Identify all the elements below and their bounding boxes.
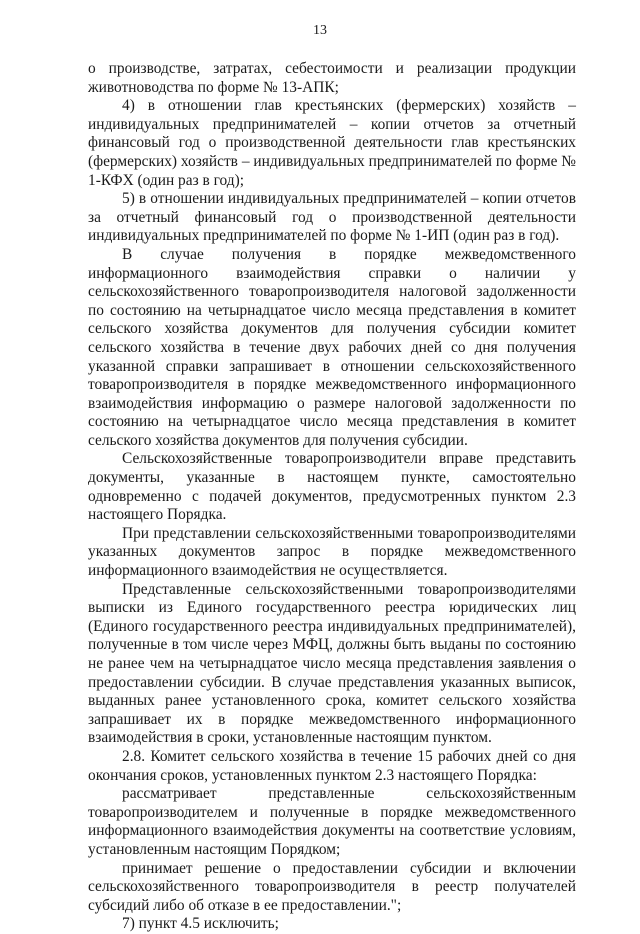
paragraph-3: 5) в отношении индивидуальных предпринимателей – копии отчетов за отчетный финансовый год о производственной деятельности индивидуальных предпринимателей по форме № 1-ИП (один раз в год). bbox=[88, 190, 576, 245]
paragraph-2: 4) в отношении глав крестьянских (фермерских) хозяйств – индивидуальных предпринимателей – копии отчетов за отчетный финансовый год о производственной деятельности глав крестьянских (фермерских) хозяйств – индивидуальных предпринимателей по форме № 1-КФХ (один раз в год); bbox=[88, 97, 576, 189]
paragraph-11: 7) пункт 4.5 исключить; bbox=[122, 915, 279, 933]
document-body bbox=[88, 60, 576, 934]
page-number: 13 bbox=[313, 23, 327, 38]
paragraph-4: В случае получения в порядке межведомственного информационного взаимодействия справки о наличии у сельскохозяйственного товаропроизводителя налоговой задолженности по состоянию на четырнадцатое число месяца представления в комитет сельского хозяйства документов для получения субсидии комитет сельского хозяйства в течение двух рабочих дней со дня получения указанной справки запрашивает в отношении сельскохозяйственного товаропроизводителя в порядке межведомственного информационного взаимодействия информацию о размере налоговой задолженности по состоянию на четырнадцатое число месяца представления в комитет сельского хозяйства документов для получения субсидии. bbox=[88, 245, 576, 449]
paragraph-10: принимает решение о предоставлении субсидии и включении сельскохозяйственного товаропроизводителя в реестр получателей субсидий либо об отказе в ее предоставлении."; bbox=[88, 859, 576, 914]
paragraph-8: 2.8. Комитет сельского хозяйства в течение 15 рабочих дней со дня окончания сроков, установленных пунктом 2.3 настоящего Порядка: bbox=[88, 747, 576, 784]
paragraph-1: о производстве, затратах, себестоимости и реализации продукции животноводства по форме № 13-АПК; bbox=[88, 60, 576, 96]
paragraph-6: При представлении сельскохозяйственными товаропроизводителями указанных документов запрос в порядке межведомственного информационного взаимодействия не осуществляется. bbox=[88, 524, 576, 580]
paragraph-5: Сельскохозяйственные товаропроизводители вправе представить документы, указанные в настоящем пункте, самостоятельно одновременно с подачей документов, предусмотренных пунктом 2.3 настоящего Порядка. bbox=[88, 450, 576, 524]
paragraph-9: рассматривает представленные сельскохозяйственным товаропроизводителем и полученные в порядке межведомственного информационного взаимодействия документы на соответствие условиям, установленным настоящим Порядком; bbox=[88, 785, 576, 858]
paragraph-7: Представленные сельскохозяйственными товаропроизводителями выписки из Единого государственного реестра юридических лиц (Единого государственного реестра индивидуальных предпринимателей), полученные в том числе через МФЦ, должны быть выданы по состоянию не ранее чем на четырнадцатое число месяца представления заявления о предоставлении субсидии. В случае представления указанных выписок, выданных ранее установленного срока, комитет сельского хозяйства запрашивает их в порядке межведомственного информационного взаимодействия в сроки, установленные настоящим пунктом. bbox=[88, 580, 576, 747]
